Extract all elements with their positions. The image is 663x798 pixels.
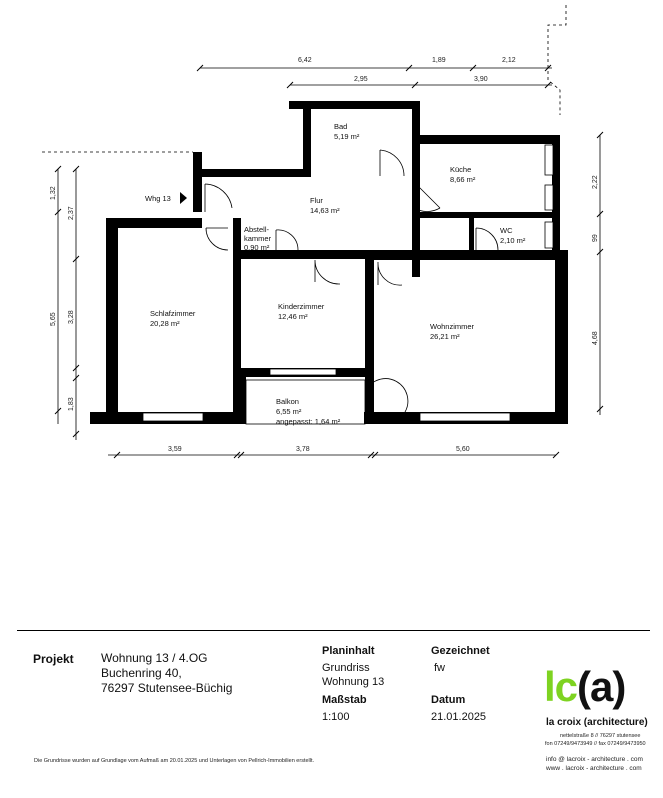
room-kinder-area: 12,46 m²: [278, 312, 308, 321]
room-schlaf-area: 20,28 m²: [150, 319, 180, 328]
dim-left-2: 5,65: [50, 312, 57, 326]
entrance-label: Whg 13: [145, 194, 171, 203]
dim-top-3: 2,12: [502, 57, 516, 64]
datum-label: Datum: [431, 694, 466, 706]
company-address: nettelstraße 8 // 76297 stutensee: [560, 733, 641, 739]
footnote: Die Grundrisse wurden auf Grundlage vom Aufmaß am 20.01.2025 und Unterlagen von Pellrich-Immobilien erstellt.: [34, 758, 315, 764]
room-balkon-note: angepasst: 1,64 m²: [276, 417, 341, 426]
room-wc-area: 2,10 m²: [500, 236, 526, 245]
dim-left-3: 1,83: [68, 397, 75, 411]
projekt-line-1: Wohnung 13 / 4.OG: [101, 651, 208, 665]
planinhalt-label: Planinhalt: [322, 645, 375, 657]
dim-right-3: 4,68: [592, 331, 599, 345]
massstab-value: 1:100: [322, 711, 350, 723]
room-balkon-area: 6,55 m²: [276, 407, 302, 416]
room-kueche-name: Küche: [450, 165, 472, 174]
dim-right-1: 2,22: [592, 175, 599, 189]
company-phone-fax: fon 07249/9473949 // fax 07249/9473950: [545, 741, 646, 747]
dim-left-5: 3,28: [68, 310, 75, 324]
property-line-top-right: [548, 5, 566, 115]
projekt-line-3: 76297 Stutensee-Büchig: [101, 681, 233, 695]
logo-subtitle: la croix (architecture): [546, 717, 648, 728]
room-bad-name: Bad: [334, 122, 348, 131]
room-schlaf-name: Schlafzimmer: [150, 309, 196, 318]
projekt-label: Projekt: [33, 652, 74, 666]
dim-top-4: 2,95: [354, 76, 368, 83]
room-flur-area: 14,63 m²: [310, 206, 340, 215]
dim-top-5: 3,90: [474, 76, 488, 83]
room-wc-name: WC: [500, 226, 513, 235]
room-kinder-name: Kinderzimmer: [278, 302, 325, 311]
logo-part-2: (a): [577, 663, 626, 710]
company-logo: [544, 663, 626, 710]
room-flur-name: Flur: [310, 196, 323, 205]
dim-right-2: 99: [592, 234, 599, 242]
dim-left-1: 1,32: [50, 186, 57, 200]
company-web: www . lacroix - architecture . com: [546, 765, 642, 772]
massstab-label: Maßstab: [322, 694, 367, 706]
gezeichnet-label: Gezeichnet: [431, 645, 490, 657]
entrance-arrow-icon: [180, 192, 187, 204]
dim-bottom-3: 5,60: [456, 446, 470, 453]
dim-bottom-1: 3,59: [168, 446, 182, 453]
planinhalt-line-1: Grundriss: [322, 662, 370, 674]
gezeichnet-value: fw: [434, 662, 445, 674]
company-email: info @ lacroix - architecture . com: [546, 756, 643, 763]
room-bad-area: 5,19 m²: [334, 132, 360, 141]
room-kueche-area: 8,66 m²: [450, 175, 476, 184]
room-abstell-area: 0,90 m²: [244, 243, 270, 252]
dimensions: [55, 65, 603, 458]
dim-bottom-2: 3,78: [296, 446, 310, 453]
title-block-rule: [17, 630, 650, 631]
walls: [90, 101, 568, 424]
projekt-line-2: Buchenring 40,: [101, 666, 182, 680]
room-wohn-area: 26,21 m²: [430, 332, 460, 341]
planinhalt-line-2: Wohnung 13: [322, 676, 385, 688]
datum-value: 21.01.2025: [431, 711, 487, 723]
room-balkon-name: Balkon: [276, 397, 299, 406]
room-wohn-name: Wohnzimmer: [430, 322, 475, 331]
dim-left-4: 2,37: [68, 206, 75, 220]
room-abstell-name: Abstell-: [244, 225, 270, 234]
logo-part-1: lc: [544, 663, 578, 710]
room-abstell-name2: kammer: [244, 234, 272, 243]
dim-top-2: 1,89: [432, 57, 446, 64]
dim-top-1: 6,42: [298, 57, 312, 64]
